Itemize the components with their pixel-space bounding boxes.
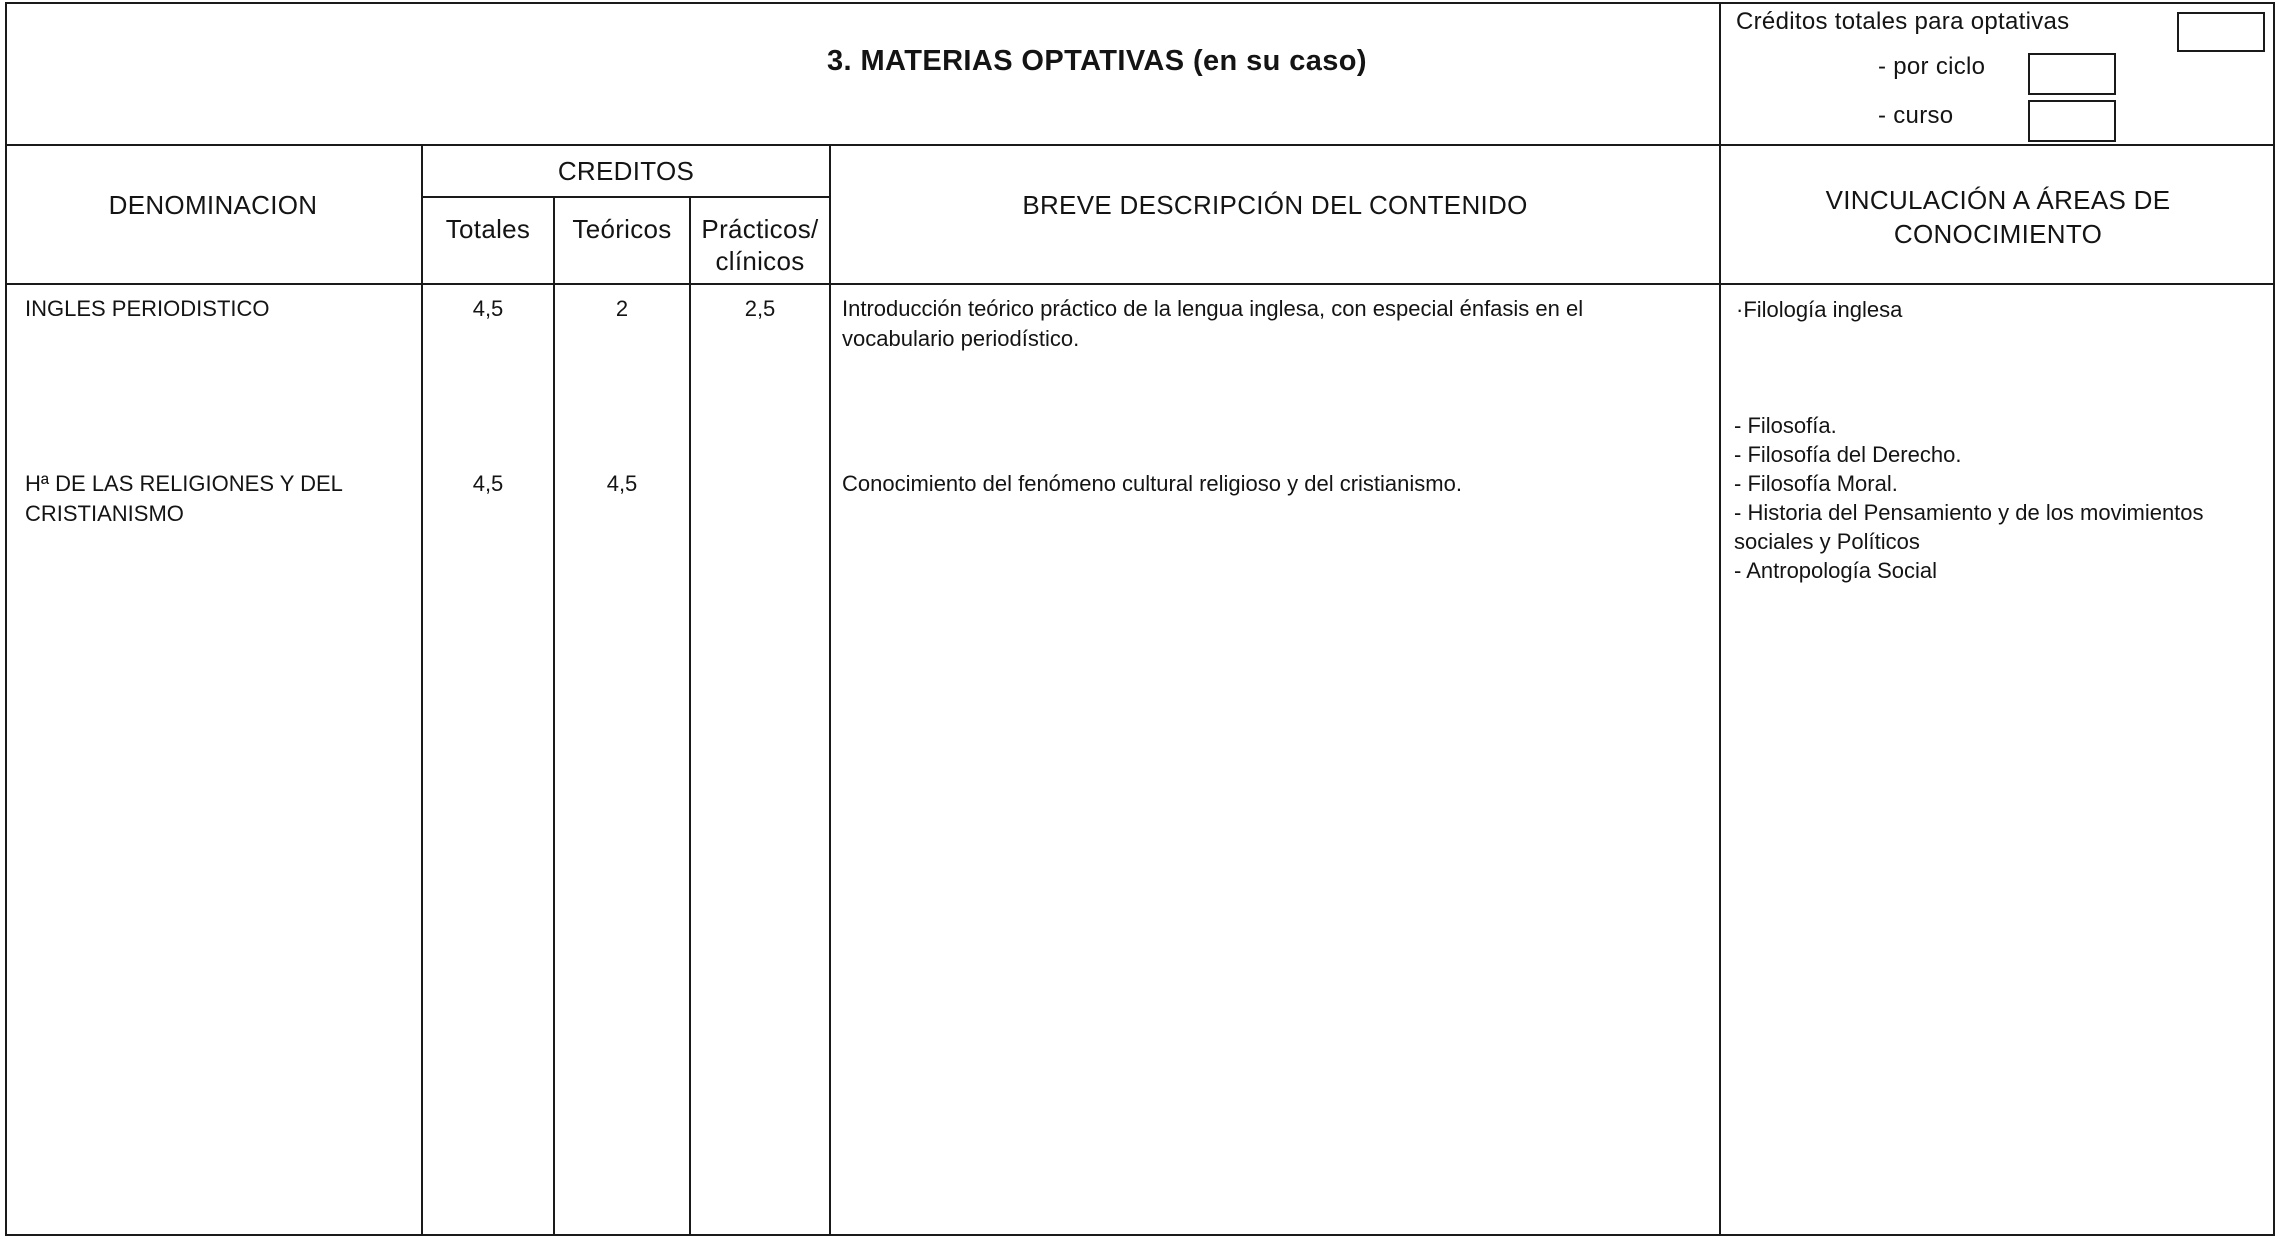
header-totales: Totales (445, 214, 531, 244)
header-vinculacion-line2: CONOCIMIENTO (1893, 219, 2103, 249)
row2-descripcion-line1: Conocimiento del fenómeno cultural religioso y del cristianismo. (842, 471, 1462, 496)
header-denominacion: DENOMINACION (108, 190, 318, 220)
col-divider-practicos (829, 144, 831, 1236)
creditos-sub-rule (421, 196, 830, 198)
row2-denominacion-line2: CRISTIANISMO (25, 501, 184, 526)
section-title: 3. MATERIAS OPTATIVAS (en su caso) (827, 45, 1367, 77)
row2-area-6: - Antropología Social (1734, 558, 1938, 583)
row2-area-1: - Filosofía. (1734, 413, 1837, 438)
row2-area-5: sociales y Políticos (1734, 529, 1920, 554)
row2-teoricos: 4,5 (606, 471, 638, 496)
row1-totales: 4,5 (472, 296, 504, 321)
col-divider-teoricos (689, 196, 691, 1236)
row2-denominacion-line1: Hª DE LAS RELIGIONES Y DEL (25, 471, 343, 496)
por-ciclo-label: - por ciclo (1878, 53, 1986, 80)
row1-teoricos: 2 (615, 296, 629, 321)
creditos-totales-label: Créditos totales para optativas (1736, 8, 2070, 35)
por-ciclo-box[interactable] (2028, 53, 2116, 95)
row1-denominacion: INGLES PERIODISTICO (25, 296, 270, 321)
col-divider-totales (553, 196, 555, 1236)
row2-area-3: - Filosofía Moral. (1734, 471, 1898, 496)
row2-area-2: - Filosofía del Derecho. (1734, 442, 1962, 467)
header-bottom-rule (5, 144, 2275, 146)
row1-practicos: 2,5 (744, 296, 776, 321)
header-practicos-line2: clínicos (715, 246, 805, 276)
row1-area-1: ·Filología inglesa (1736, 297, 1903, 322)
header-descripcion: BREVE DESCRIPCIÓN DEL CONTENIDO (1022, 190, 1528, 220)
header-vinculacion-line1: VINCULACIÓN A ÁREAS DE (1825, 185, 2171, 215)
curso-box[interactable] (2028, 100, 2116, 142)
creditos-totales-box[interactable] (2177, 12, 2265, 52)
row1-descripcion-line1: Introducción teórico práctico de la lengua inglesa, con especial énfasis en el (842, 296, 1584, 321)
header-practicos-line1: Prácticos/ (701, 214, 819, 244)
curso-label: - curso (1878, 102, 1954, 129)
row2-totales: 4,5 (472, 471, 504, 496)
row1-descripcion-line2: vocabulario periodístico. (842, 326, 1080, 351)
row2-area-4: - Historia del Pensamiento y de los movimientos (1734, 500, 2204, 525)
header-creditos: CREDITOS (557, 156, 695, 186)
column-header-bottom-rule (5, 283, 2275, 285)
header-teoricos: Teóricos (572, 214, 672, 244)
